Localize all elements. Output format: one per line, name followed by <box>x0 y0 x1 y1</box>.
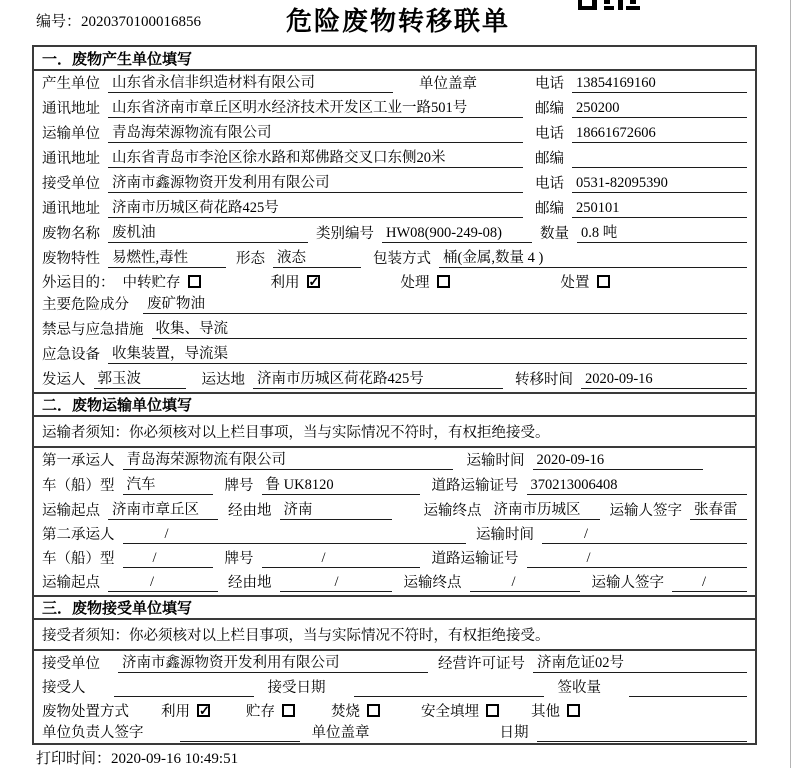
disposal-use-label: 利用 <box>161 704 190 720</box>
second-vehicle-row <box>34 547 755 571</box>
purpose-option-transfer <box>123 271 271 292</box>
waste-name-row <box>34 221 755 246</box>
doc-number-value: 2020370100016856 <box>81 14 202 30</box>
producer-address-row <box>34 96 755 121</box>
purpose-label: 外运目的： <box>42 275 115 291</box>
second-carrier-sign-value: / <box>672 574 747 592</box>
producer-phone-value: 13854169160 <box>572 75 747 93</box>
first-road-permit-value: 370213006408 <box>527 477 748 495</box>
accept-unit-label: 接受单位 <box>42 656 100 672</box>
accept-person-row <box>34 676 755 700</box>
producer-row <box>34 71 755 96</box>
accept-person-label: 接受人 <box>42 680 86 696</box>
disposal-option-incinerate <box>331 700 421 721</box>
purpose-option-use <box>271 271 401 292</box>
date-label: 日期 <box>499 725 529 741</box>
waste-character-row <box>34 246 755 271</box>
emergency-equipment-row <box>34 342 755 367</box>
disposal-method-label: 废物处置方式 <box>42 704 129 720</box>
unit-seal-label: 单位盖章 <box>311 725 370 741</box>
destination-label: 运达地 <box>201 372 245 388</box>
second-carrier-label: 第二承运人 <box>42 527 115 543</box>
disposal-landfill-checkbox <box>486 704 499 717</box>
address-label: 通讯地址 <box>42 101 100 117</box>
transporter-phone-value: 18661672606 <box>572 125 747 143</box>
equipment-value: 收集装置，导流渠 <box>108 342 747 364</box>
responsible-sign-row <box>34 721 755 745</box>
transporter-value: 青岛海荣源物流有限公司 <box>108 121 523 143</box>
responsible-sign-label: 单位负责人签字 <box>42 725 144 741</box>
accept-unit-value: 济南市鑫源物资开发利用有限公司 <box>118 651 428 673</box>
transporter-notice: 运输者须知：你必须核对以上栏目事项，当与实际情况不符时，有权拒绝接受。 <box>34 417 755 448</box>
disposal-other-label: 其他 <box>531 704 560 720</box>
first-carrier-sign-value: 张春雷 <box>690 498 747 520</box>
carrier-sign-label: 运输人签字 <box>609 503 682 519</box>
permit-value: 济南危证02号 <box>533 651 747 673</box>
signed-amount-value <box>629 679 747 697</box>
zip-label: 邮编 <box>535 151 564 167</box>
first-vehicle-type-value: 汽车 <box>123 473 213 495</box>
character-label: 废物特性 <box>42 251 100 267</box>
second-carrier-row <box>34 523 755 547</box>
transporter-phone-group <box>535 122 747 143</box>
origin-label: 运输起点 <box>42 575 100 591</box>
road-permit-label: 道路运输证号 <box>431 551 519 567</box>
via-label: 经由地 <box>228 503 272 519</box>
second-carrier-time-value: / <box>542 526 747 544</box>
transporter-label: 运输单位 <box>42 126 100 142</box>
second-carrier-value: / <box>123 526 467 544</box>
producer-zip-value: 250200 <box>572 100 747 118</box>
receiver-address-row <box>34 196 755 221</box>
purpose-option-treat <box>401 271 561 292</box>
origin-label: 运输起点 <box>42 503 100 519</box>
hazard-label: 主要危险成分 <box>42 297 129 313</box>
purpose-transfer-checkbox <box>188 275 201 288</box>
purpose-treat-label: 处理 <box>400 275 430 291</box>
producer-label: 产生单位 <box>42 76 100 92</box>
second-endpoint-value: / <box>470 574 580 592</box>
accept-date-value <box>354 679 544 697</box>
first-vehicle-row <box>34 473 755 498</box>
via-label: 经由地 <box>228 575 272 591</box>
form-label: 形态 <box>236 251 265 267</box>
purpose-dispose-checkbox <box>597 275 610 288</box>
purpose-use-checkbox: ✓ <box>308 274 320 289</box>
signed-amount-label: 签收量 <box>557 680 601 696</box>
zip-label: 邮编 <box>535 201 564 217</box>
transfer-time-value: 2020-09-16 <box>581 371 747 389</box>
taboo-value: 收集、导流 <box>152 317 748 339</box>
producer-value: 山东省永信非织造材料有限公司 <box>108 71 393 93</box>
transfer-time-label: 转移时间 <box>515 372 573 388</box>
first-endpoint-value: 济南市历城区 <box>490 498 600 520</box>
disposal-other-checkbox <box>567 704 580 717</box>
disposal-method-row <box>34 700 755 721</box>
purpose-dispose-label: 处置 <box>560 275 590 291</box>
section2-header: 二．废物运输单位填写 <box>34 392 755 417</box>
disposal-incinerate-label: 焚烧 <box>331 704 360 720</box>
purpose-row <box>34 271 755 292</box>
accept-date-label: 接受日期 <box>267 680 326 696</box>
waste-name-value: 废机油 <box>108 221 308 243</box>
disposal-store-checkbox <box>282 704 295 717</box>
print-time-value: 2020-09-16 10:49:51 <box>111 751 239 767</box>
quantity-value: 0.8 吨 <box>577 221 747 243</box>
print-time <box>36 747 238 768</box>
page-title: 危险废物转移联单 <box>285 7 510 36</box>
zip-label: 邮编 <box>535 101 564 117</box>
packing-label: 包装方式 <box>373 251 431 267</box>
receiver-notice: 接受者须知：你必须核对以上栏目事项，当与实际情况不符时，有权拒绝接受。 <box>34 620 755 651</box>
receiver-phone-group <box>535 172 747 193</box>
transporter-address-row <box>34 146 755 171</box>
receiver-phone-value: 0531-82095390 <box>572 175 747 193</box>
category-value: HW08(900-249-08) <box>382 225 532 243</box>
receiver-row <box>34 171 755 196</box>
first-plate-value: 鲁 UK8120 <box>262 473 420 495</box>
second-origin-value: / <box>108 574 218 592</box>
carrier-sign-label: 运输人签字 <box>591 575 664 591</box>
permit-label: 经营许可证号 <box>438 656 525 672</box>
vehicle-type-label: 车（船）型 <box>42 478 115 494</box>
producer-phone-group <box>535 72 747 93</box>
first-origin-value: 济南市章丘区 <box>108 498 218 520</box>
second-via-value: / <box>280 574 392 592</box>
plate-label: 牌号 <box>224 478 254 494</box>
manifest-form-table <box>32 45 757 745</box>
plate-label: 牌号 <box>224 551 254 567</box>
producer-address-value: 山东省济南市章丘区明水经济技术开发区工业一路501号 <box>108 96 523 118</box>
disposal-option-other <box>531 700 580 721</box>
transport-time-label: 运输时间 <box>476 527 534 543</box>
address-label: 通讯地址 <box>42 151 100 167</box>
first-carrier-time-value: 2020-09-16 <box>533 452 703 470</box>
shipper-row <box>34 367 755 392</box>
date-value <box>537 724 748 742</box>
purpose-treat-checkbox <box>437 275 450 288</box>
receiver-label: 接受单位 <box>42 176 100 192</box>
disposal-store-label: 贮存 <box>246 704 275 720</box>
second-road-permit-value: / <box>527 550 748 568</box>
accept-unit-row <box>34 651 755 676</box>
first-route-row <box>34 498 755 523</box>
receiver-value: 济南市鑫源物资开发利用有限公司 <box>108 171 523 193</box>
purpose-option-dispose <box>561 271 610 292</box>
print-time-label: 打印时间： <box>36 751 112 767</box>
hazard-value: 废矿物油 <box>143 292 747 314</box>
vehicle-type-label: 车（船）型 <box>42 551 115 567</box>
disposal-option-store <box>246 700 331 721</box>
disposal-option-use <box>161 700 246 721</box>
purpose-use-label: 利用 <box>270 275 300 291</box>
shipper-label: 发运人 <box>42 372 86 388</box>
character-value: 易燃性,毒性 <box>108 246 226 268</box>
phone-label: 电话 <box>535 126 564 142</box>
second-plate-value: / <box>262 550 420 568</box>
form-value: 液态 <box>273 246 361 268</box>
shipper-value: 郭玉波 <box>94 367 186 389</box>
accept-person-value <box>114 679 254 697</box>
equipment-label: 应急设备 <box>42 347 100 363</box>
transporter-address-value: 山东省青岛市李沧区徐水路和郑佛路交叉口东侧20米 <box>108 146 523 168</box>
page-edge-line <box>790 0 791 768</box>
destination-value: 济南市历城区荷花路425号 <box>253 367 503 389</box>
quantity-label: 数量 <box>540 226 569 242</box>
road-permit-label: 道路运输证号 <box>431 478 519 494</box>
receiver-zip-group <box>535 197 747 218</box>
disposal-incinerate-checkbox <box>367 704 380 717</box>
purpose-transfer-label: 中转贮存 <box>122 275 181 291</box>
transporter-zip-value <box>572 150 747 168</box>
packing-value: 桶(金属,数量 4 ) <box>439 246 747 268</box>
category-label: 类别编号 <box>316 226 374 242</box>
disposal-option-landfill <box>421 700 531 721</box>
disposal-landfill-label: 安全填埋 <box>421 704 479 720</box>
transporter-row <box>34 121 755 146</box>
doc-number-label: 编号： <box>36 14 82 30</box>
section3-header: 三．废物接受单位填写 <box>34 595 755 620</box>
first-carrier-label: 第一承运人 <box>42 453 115 469</box>
endpoint-label: 运输终点 <box>423 503 482 519</box>
endpoint-label: 运输终点 <box>403 575 462 591</box>
transport-time-label: 运输时间 <box>466 453 525 469</box>
disposal-use-checkbox: ✓ <box>199 703 210 718</box>
qr-code-fragment-icon <box>578 0 640 10</box>
hazard-component-row <box>34 292 755 317</box>
phone-label: 电话 <box>535 176 564 192</box>
first-carrier-row <box>34 448 755 473</box>
responsible-sign-value <box>180 724 300 742</box>
first-carrier-value: 青岛海荣源物流有限公司 <box>123 448 453 470</box>
taboo-measures-row <box>34 317 755 342</box>
second-route-row <box>34 571 755 595</box>
waste-name-label: 废物名称 <box>42 226 100 242</box>
first-via-value: 济南 <box>280 498 392 520</box>
receiver-zip-value: 250101 <box>572 200 747 218</box>
unit-seal-label: 单位盖章 <box>419 76 477 92</box>
section1-header: 一．废物产生单位填写 <box>34 47 755 71</box>
phone-label: 电话 <box>535 76 564 92</box>
address-label: 通讯地址 <box>42 201 100 217</box>
taboo-label: 禁忌与应急措施 <box>42 322 144 338</box>
receiver-address-value: 济南市历城区荷花路425号 <box>108 196 523 218</box>
transporter-zip-group <box>535 147 747 168</box>
producer-zip-group <box>535 97 747 118</box>
second-vehicle-type-value: / <box>123 550 213 568</box>
